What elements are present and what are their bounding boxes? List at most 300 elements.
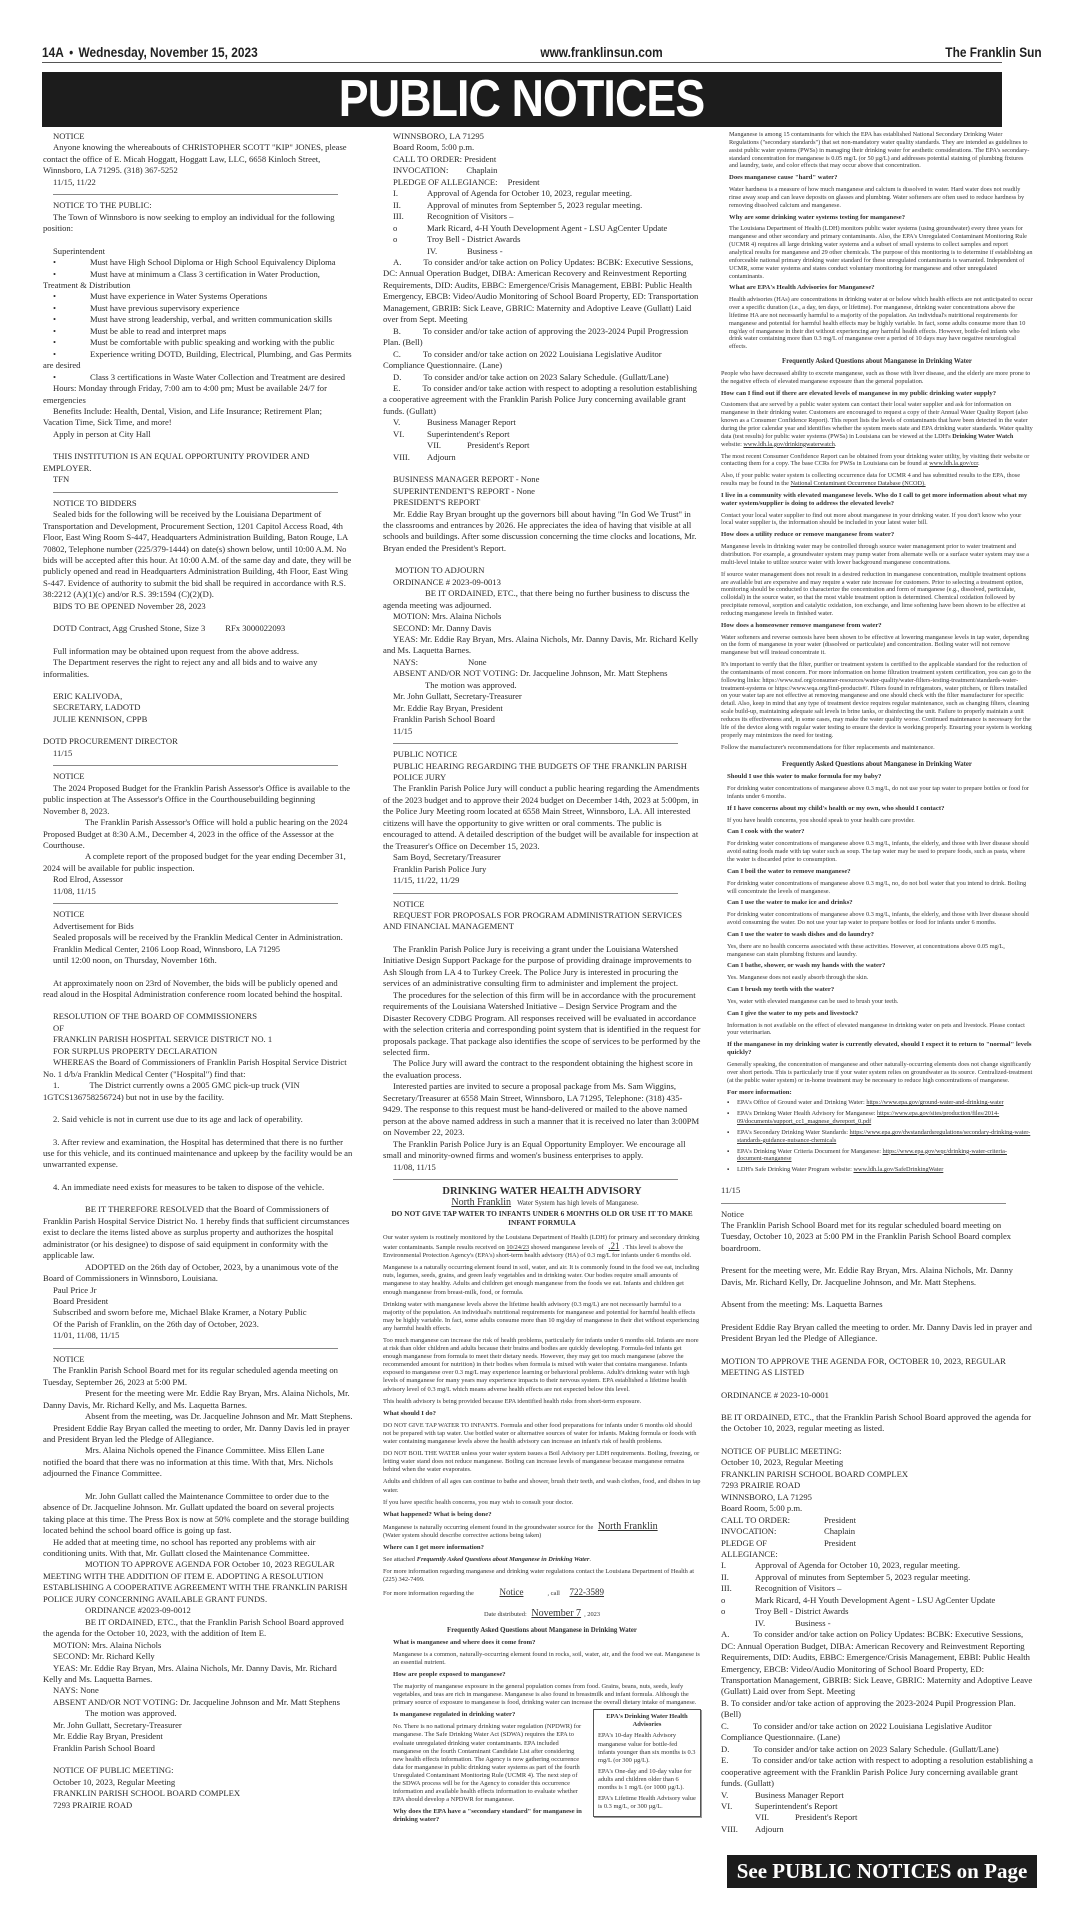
page-and-date bbox=[42, 45, 258, 60]
notice-divider bbox=[53, 492, 338, 493]
resource-links bbox=[727, 1099, 1033, 1174]
resource-link-item: ▪ EPA's Secondary Drinking Water Standards: https://www.epa.gov/dwstandardsregulations/secondary-drinking-water-standards-guidance-nuisance-chemicals bbox=[727, 1129, 1033, 1145]
signature-line: Paul Price Jr bbox=[53, 1284, 97, 1295]
agenda-item: V. Business Manager Report bbox=[393, 417, 516, 428]
seconded-by: SECOND: Mr. Richard Kelly bbox=[53, 1651, 155, 1662]
meeting-location: FRANKLIN PARISH SCHOOL BOARD COMPLEX bbox=[721, 1468, 909, 1479]
vote-nays: NAYS: None bbox=[393, 656, 487, 667]
newspaper-name: The Franklin Sun bbox=[945, 44, 1042, 60]
faq-answer: No. There is no national primary drinking water regulation (NPDWR) for manganese. The Safe Drinking Water Act (SDWA) requires the EPA to evaluate unregulated drinking water contaminants. EPA included manganese on the fourth Contaminant Candidate List after considering new health effects information. The Agency is now gathering occurrence data for manganese in public drinking water systems as part of the fourth Unregulated Contaminant Monitoring Rule (UCMR 4). The next step of the SDWA process will be for the Agency to consider this occurrence information and available health effects information to evaluate whether EPA should develop a NPDWR for manganese. bbox=[393, 1723, 582, 1804]
notice-body: Mr. John Gullatt called the Maintenance Committee to order due to the absence of Dr. Jacqueline Johnson. Mr. Gullatt updated the board on several projects taking place at this time. The Press Box is now at 50% complete and the storage building located behind the school board office is going up fast. bbox=[43, 1490, 350, 1536]
requirement-item: • Must have strong leadership, verbal, and written communication skills bbox=[53, 314, 333, 325]
motion-heading: MOTION TO APPROVE AGENDA FOR October 10, 2023 REGULAR MEETING WITH THE ADDITION OF ITEM E. ADOPTING A RESOLUTION ESTABLISHING A COOPERATIVE AGREEMENT WITH THE FRANKLIN PARISH POLICE JURY CONCERNING AVAILABLE GRANT FUNDS. bbox=[43, 1559, 348, 1604]
seconded-by: SECOND: Mr. Danny Davis bbox=[393, 622, 492, 633]
agenda-business-item: D. To consider and/or take action on 2023 Salary Schedule. (Gullatt/Lane) bbox=[393, 371, 669, 382]
agenda-item: III. Recognition of Visitors – bbox=[393, 211, 514, 222]
faq-question: What are EPA's Health Advisories for Manganese? bbox=[729, 284, 875, 292]
agenda-item: VIII. Adjourn bbox=[393, 451, 456, 462]
faq-answer: For drinking water concentrations of manganese above 0.3 mg/L, infants, the elderly, and those with liver disease should avoid consuming the water. Do not use your tap water to prepare bottles or food for infants under 6 months. bbox=[727, 911, 1029, 927]
agenda-item: I. Approval of Agenda for October 10, 2023, regular meeting. bbox=[721, 1560, 960, 1571]
agenda-invocation: INVOCATION: Chaplain bbox=[721, 1526, 856, 1537]
advisory-answer: Adults and children of all ages can continue to bathe and shower, brush their teeth, and wash clothes, food, and dishes in tap water. bbox=[383, 1478, 701, 1494]
signature-line: Franklin Parish Police Jury bbox=[393, 863, 487, 874]
faq-question: How does a utility reduce or remove manganese from water? bbox=[721, 531, 895, 539]
website-url[interactable]: www.franklinsun.com bbox=[540, 44, 663, 60]
faq-answer: Follow the manufacturer's recommendations for filter replacements and maintenance. bbox=[721, 743, 935, 751]
faq-question: Can I bathe, shower, or wash my hands with the water? bbox=[727, 962, 886, 970]
notice-body: Interested parties are invited to secure a proposal package from Ms. Sam Wiggins, Secretary/Treasurer at 6558 Main Street, Winnsboro, LA 71295, Telephone: (318) 435-9429. The response to this request must be hand-delivered or mailed to the above named person at the above named address in such a manner that it is received no later than 3:00PM on November 22, 2023. bbox=[383, 1081, 700, 1138]
advisory-answer: For more information regarding manganese and drinking water regulations contact the Louisiana Department of Health at (225) 342-7499. bbox=[383, 1568, 695, 1584]
notice-to-bidders bbox=[43, 498, 353, 760]
vote-yeas: YEAS: Mr. Eddie Ray Bryan, Mrs. Alaina Nichols, Mr. Danny Davis, Mr. Richard Kelly and Ms. Laquetta Barnes. bbox=[383, 634, 699, 656]
meeting-location: FRANKLIN PARISH SCHOOL BOARD COMPLEX bbox=[53, 1788, 241, 1799]
faq-question: What is manganese and where does it come from? bbox=[393, 1638, 536, 1646]
agenda-item: VI. Superintendent's Report bbox=[721, 1800, 838, 1811]
notice-body: President Eddie Ray Bryan called the meeting to order. Mr. Danny Davis led in prayer and President Bryan led the Pledge of Allegiance. bbox=[721, 1321, 1032, 1344]
ordained-clause: BE IT ORDAINED, ETC., that the Franklin Parish School Board approved the agenda for the October 10, 2023, with the addition of Item E. bbox=[43, 1616, 344, 1639]
notice-body: The Franklin Parish Police Jury will conduct a public hearing regarding the Amendments of the 2023 budget and to approve their 2024 budget on December 14th, 2023 at 5:00pm, in the Police Jury Meeting room located at 6558 Main Street, Winnsboro, LA. All interested citizens will have the opportunity to give written or oral comments. The public is encouraged to attend. A detailed description of the budget will be available for inspection at the Treasurer's Office on December 15, 2023. bbox=[383, 783, 700, 851]
notice-body: President Eddie Ray Bryan called the meeting to order, Mr. Danny Davis led in prayer and President Bryan led the Pledge of Allegiance. bbox=[43, 1422, 350, 1444]
faq-answer: The Louisiana Department of Health (LDH) monitors public water systems (using groundwater) every three years for manganese and other secondary and primary contaminants. Also, the EPA's Unregulated Contaminant Monitoring Rule (UCMR 4) requires all large drinking water systems and a subset of small systems to collect samples and report analytical results for manganese and 29 other chemicals. The purpose of this monitoring is to determine if establishing an enforceable national primary drinking water standard for these unregulated contaminants is warranted. Independent of UCMR, some water systems and states conduct voluntary monitoring for manganese and other unregulated contaminants. bbox=[729, 225, 1033, 280]
notice-police-jury-budget bbox=[383, 749, 701, 886]
advisory-question: What should I do? bbox=[383, 1409, 436, 1417]
faq-answer: For drinking water concentrations of manganese above 0.3 mg/L, do not use your tap water to prepare bottles or food for infants under 6 months. bbox=[727, 785, 1029, 800]
faq-answer: People who have decreased ability to excrete manganese, such as those with liver disease, and the elderly are more prone to the negative effects of elevated manganese exposure than the general population. bbox=[721, 369, 1031, 385]
bullet-icon: • bbox=[53, 268, 57, 279]
requirement-item: • Must have High School Diploma or High School Equivalency Diploma bbox=[53, 257, 336, 268]
water-system-name: North Franklin bbox=[597, 1520, 658, 1532]
column-2 bbox=[383, 131, 701, 1825]
notice-body: Anyone knowing the whereabouts of CHRISTOPHER SCOTT "KIP" JONES, please contact the office of E. Micah Hoggatt, Hoggatt Law, LLC, 6658 Kinloch Street, Winnsboro, LA 71295. (318) 367-5252 bbox=[43, 142, 347, 176]
meeting-notice-heading: NOTICE OF PUBLIC MEETING: bbox=[53, 1765, 174, 1776]
vote-yeas: YEAS: Mr. Eddie Ray Bryan, Mrs. Alaina Nichols, Mr. Danny Davis, Mr. Richard Kelly and Ms. Laquetta Barnes. bbox=[43, 1662, 337, 1685]
resource-url[interactable]: https://www.epa.gov/ground-water-and-drinking-water bbox=[866, 1099, 1004, 1107]
position-title: Superintendent bbox=[53, 245, 106, 256]
agenda-business-item: D. To consider and/or take action on 2023 Salary Schedule. (Gullatt/Lane) bbox=[721, 1743, 999, 1754]
resolution-heading: FOR SURPLUS PROPERTY DECLARATION bbox=[53, 1045, 218, 1056]
notary-line: Of the Parish of Franklin, on the 26th day of October, 2023. bbox=[53, 1318, 259, 1329]
notice-body: The Franklin Parish Assessor's Office will hold a public hearing on the 2024 Proposed Budget at 8:30 A.M., December 4, 2023 in the office of the Assessor at the Courthouse. bbox=[43, 817, 348, 851]
agenda-item: I. Approval of Agenda for October 10, 2023, regular meeting. bbox=[393, 188, 632, 199]
faq-question: Can I use the water to make ice and drinks? bbox=[727, 899, 853, 907]
notice-title: PUBLIC NOTICE bbox=[393, 749, 458, 760]
bullet-icon: • bbox=[53, 291, 57, 302]
report-line: SUPERINTENDENT'S REPORT - None bbox=[393, 485, 535, 496]
notice-body: The procedures for the selection of this firm will be in accordance with the procurement requirements of the Louisiana Watershed Initiative – Design Service Program and the Disaster Recovery CDBG Program. All responses received will be evaluated in accordance with the selection criteria and corresponding point system that is identified in the request for proposals package. That package also identifies the scope of services to be performed by the selected firm. bbox=[383, 989, 701, 1057]
resource-url[interactable]: https://www.epa.gov/sites/production/files/2014-09/documents/support_cc1_magnese_dwreport_0.pdf bbox=[737, 1110, 1000, 1126]
faq-answer: Health advisories (HAs) are concentrations in drinking water at or below which health effects are not anticipated to occur over a specific duration (i.e., a day, ten days, or lifetime). For manganese, drinking water concentrations above the lifetime HA are not necessarily harmful to a majority of the population. An individual's nutritional requirements for manganese and potential for harmful health effects may be highly variable. In fact, some adults consume more than 10 mg/day of manganese in their diet without experiencing any harmful health effects. However, bottle-fed infants who drink water containing more than 0.3 mg/L of manganese over a period of 10 days may have negative neurological effects. bbox=[729, 296, 1033, 351]
whereas-clause: WHEREAS the Board of Commissioners of Franklin Parish Hospital Service District No. 1 d/b/a Franklin Medical Center ("Hospital") find that: bbox=[43, 1057, 347, 1079]
resolution-heading: FRANKLIN PARISH HOSPITAL SERVICE DISTRICT NO. 1 bbox=[53, 1034, 273, 1045]
advisory-contact: For more information regarding the Notice , call 722-3589 bbox=[383, 1588, 701, 1598]
advisory-paragraph: This health advisory is being provided because EPA identified health risks from short-term exposure. bbox=[383, 1397, 642, 1405]
faq-answer: Customers that are served by a public water system can contact their local water supplier and ask for information on manganese in their drinking water. Customers are encouraged to request a copy of their Annual Water Quality Report (also known as a Consumer Confidence Report). This report lists the levels of contaminants that have been detected in the water during the prior calendar year and identifies whether the system meets state and EPA drinking water standards. Water quality data (test results) for public water systems (PWSs) in Louisiana can be viewed at the LDH's Drinking Water Watch website: www.ldh.la.gov/drinkingwaterwatch. bbox=[721, 401, 1033, 448]
requirement-item: • Experience writing DOTD, Building, Electrical, Plumbing, and Gas Permits are desired bbox=[43, 348, 352, 371]
requirement-item: • Class 3 certifications in Waste Water Collection and Treatment are desired bbox=[53, 371, 346, 382]
agenda-business-item: E. To consider and/or take action with respect to adopting a resolution establishing a cooperative agreement with the Franklin Parish Police Jury concerning available grant funds. (Gullatt) bbox=[721, 1755, 1033, 1789]
notice-hospital-bids bbox=[43, 909, 353, 1342]
work-hours: Hours: Monday through Friday, 7:00 am to 4:00 pm; Must be available 24/7 for emergencies bbox=[43, 383, 327, 405]
faq-question: Why are some drinking water systems testing for manganese? bbox=[729, 213, 906, 221]
notice-divider bbox=[393, 1179, 678, 1180]
agenda-item: IV. Business - bbox=[427, 245, 503, 256]
signature-line: Franklin Parish School Board bbox=[393, 714, 495, 725]
page-number: 14A bbox=[42, 44, 64, 60]
agenda-item: VII. President's Report bbox=[755, 1812, 858, 1823]
notice-subtitle: Advertisement for Bids bbox=[53, 920, 134, 931]
faq-answer: Yes. Manganese does not easily absorb through the skin. bbox=[727, 974, 869, 982]
notice-school-board-sept bbox=[43, 1354, 353, 1811]
faq-answer: If you have health concerns, you should speak to your health care provider. bbox=[727, 816, 915, 824]
motion-by: MOTION: Mrs. Alaina Nichols bbox=[393, 611, 502, 622]
requirement-item: • Must have at minimum a Class 3 certification in Water Production, Treatment & Distribution bbox=[43, 268, 320, 290]
advisory-paragraph: Manganese is a naturally occurring element found in soil, water, and air. It is commonly found in the food we eat, including nuts, legumes, seeds, grains, and green leafy vegetables and in drinking water. Our bodies require small amounts of manganese to stay healthy. Adults and children get enough manganese from the foods we eat. Infants and children get enough manganese from breast-milk, food, or formula. bbox=[383, 1264, 700, 1296]
advisory-paragraph: Our water system is routinely monitored by the Louisiana Department of Health (LDH) for primary and secondary drinking water contaminants. Sample results received on 10/24/23 showed manganese levels of .21 . This level is above the Environmental Protection Agency's (EPA's) short-term health advisory (HA) of 0.3 mg/L for infants under 6 months old. bbox=[383, 1233, 700, 1260]
notice-body: The 2024 Proposed Budget for the Franklin Parish Assessor's Office is available to the public inspection at The Assessor's Office in the Courthousebuilding beginning November 8, 2023. bbox=[43, 782, 351, 816]
publication-dates: 11/01, 11/08, 11/15 bbox=[53, 1330, 120, 1341]
advisory-answer: See attached Frequently Asked Questions about Manganese in Drinking Water. bbox=[383, 1556, 591, 1564]
advisory-paragraph: Too much manganese can increase the risk of health problems, particularly for infants under 6 months old. Infants are more at risk than older children and adults because their brains and bodies are quickly developing. Formula-fed infants get enough manganese from formula to meet their dietary needs. However, they may get too much manganese (above the recommended amount for nutrition) in their bodies when formula is mixed with water that contains manganese. Infants exposed to manganese over 0.3 mg/L may experience learning or behavioral problems. Adult's drinking water with high levels of manganese for many years may experience impacts to their nervous system. EPA established a lifetime health advisory level of 0.3 mg/L which means adverse health effects are not expected below this level. bbox=[383, 1337, 699, 1393]
faq-question: Can I brush my teeth with the water? bbox=[727, 986, 835, 994]
agenda-item: II. Approval of minutes from September 5, 2023 regular meeting. bbox=[393, 199, 643, 210]
benefits: Benefits Include: Health, Dental, Vision, and Life Insurance; Retirement Plan; Vacation Time, Sick Time, and more! bbox=[43, 405, 322, 428]
agenda-item: VI. Superintendent's Report bbox=[393, 428, 510, 439]
resolution-item: 2. Said vehicle is not in current use due to its age and lack of operability. bbox=[53, 1114, 303, 1125]
reserve-rights: The Department reserves the right to reject any and all bids and to waive any informalities. bbox=[43, 657, 318, 679]
faq-question: Why does the EPA have a "secondary standard" for manganese in drinking water? bbox=[393, 1808, 582, 1824]
notice-title: NOTICE bbox=[53, 771, 85, 782]
meeting-room: Board Room, 5:00 p.m. bbox=[393, 142, 475, 153]
manganese-faq-continued bbox=[721, 131, 1033, 1174]
agenda-pledge: PLEDGE OF ALLEGIANCE: President bbox=[393, 176, 540, 187]
signature-line: Mr. John Gullatt, Secretary-Treasurer bbox=[53, 1719, 182, 1730]
signature-line: Sam Boyd, Secretary/Treasurer bbox=[393, 852, 501, 863]
meeting-address: 7293 PRAIRIE ROAD bbox=[721, 1480, 801, 1491]
notice-subtitle: REQUEST FOR PROPOSALS FOR PROGRAM ADMINISTRATION SERVICES AND FINANCIAL MANAGEMENT bbox=[383, 910, 683, 932]
faq-question: How are people exposed to manganese? bbox=[393, 1670, 506, 1678]
notice-intro: The Town of Winnsboro is now seeking to employ an individual for the following position: bbox=[43, 211, 335, 234]
report-line: PRESIDENT'S REPORT bbox=[393, 497, 481, 508]
signature-line: Board President bbox=[53, 1295, 109, 1306]
signature-title: DOTD PROCUREMENT DIRECTOR bbox=[43, 736, 178, 747]
masthead bbox=[42, 40, 1042, 64]
advisory-answer: DO NOT BOIL THE WATER unless your water system issues a Boil Advisory per LDH requirements. Boiling, freezing, or letting water stand does not reduce manganese. Boiling can increase levels of manganese because manganese remains behind when the water evaporates. bbox=[383, 1450, 700, 1474]
notice-divider bbox=[721, 1203, 1006, 1204]
issue-date: Wednesday, November 15, 2023 bbox=[78, 44, 258, 60]
faq-question: Should I use this water to make formula for my baby? bbox=[727, 773, 882, 781]
faq-with-sidebox bbox=[393, 1707, 701, 1824]
faq-question: Can I cook with the water? bbox=[727, 828, 805, 836]
motion-by: MOTION: Mrs. Alaina Nichols bbox=[53, 1639, 162, 1650]
address: Franklin Medical Center, 2106 Loop Road, Winnsboro, LA 71295 bbox=[53, 943, 281, 954]
continued-on-page-button[interactable]: See PUBLIC NOTICES on Page 15A bbox=[727, 1855, 1037, 1888]
signature-line: Mr. Eddie Ray Bryan, President bbox=[53, 1731, 163, 1742]
notice-title: NOTICE bbox=[393, 898, 425, 909]
notice-assessor-budget bbox=[43, 771, 353, 897]
faq-title: Frequently Asked Questions about Manganese in Drinking Water bbox=[782, 358, 972, 366]
advisory-question: Where can I get more information? bbox=[383, 1543, 484, 1551]
faq-answer: Generally speaking, the concentration of manganese and other naturally-occurring elements does not change significantly over short periods. This is particularly true if your water system relies on groundwater as its source. Centralized-treatment (at the public water system) or in-home treatment may be necessary to reduce high concentrations of manganese. bbox=[727, 1061, 1033, 1084]
faq-question: Can I use the water to wash dishes and do laundry? bbox=[727, 930, 875, 938]
notice-body: At approximately noon on 23rd of November, the bids will be publicly opened and read aloud in the Hospital Administration conference room located behind the hospital. bbox=[43, 977, 343, 999]
masthead-divider bbox=[42, 62, 1002, 63]
faq-answer: If source water management does not result in a desired reduction in manganese concentration, multiple treatment options are available but are expensive and may require a water rate increase for customers. Prior to selecting a treatment option, monitoring should be conducted to characterize the concentration and form of manganese (e.g., dissolved, particulate, colloidal) in the source water, so that the most viable treatment option is determined. Chemical oxidation followed by precipitate removal, sorption and catalytic oxidation, ion exchange, and lime softening have been shown to be effective at reducing manganese levels in finished water. bbox=[721, 570, 1026, 617]
faq-answer: For drinking water concentrations of manganese above 0.3 mg/L, no, do not boil water that you intend to drink. Boiling will concentrate the levels of manganese. bbox=[727, 879, 1027, 895]
agenda-call: CALL TO ORDER: President bbox=[721, 1514, 856, 1525]
notice-subtitle: PUBLIC HEARING REGARDING THE BUDGETS OF THE FRANKLIN PARISH POLICE JURY bbox=[393, 760, 687, 783]
notice-body: The Police Jury will award the contract to the respondent obtaining the highest score in the evaluation process. bbox=[383, 1058, 693, 1080]
notice-missing-person bbox=[43, 131, 353, 188]
resolution-item: 4. An immediate need exists for measures to be taken to dispose of the vehicle. bbox=[53, 1181, 325, 1192]
more-info-heading: For more information: bbox=[727, 1088, 792, 1096]
agenda-item: III. Recognition of Visitors – bbox=[721, 1583, 842, 1594]
ordinance-number: ORDINANCE #2023-09-0012 bbox=[85, 1605, 191, 1616]
motion-result: The motion was approved. bbox=[85, 1708, 177, 1719]
faq-answer: Manganese is a common, naturally-occurring element found in rocks, soil, water, air, and the food we eat. Manganese is an essential nutrient. bbox=[393, 1650, 700, 1666]
notice-body: Sealed bids for the following will be received by the Louisiana Department of Transportation and Development, Procurement Section, 1201 Capitol Access Road, 4th Floor, East Wing Room S-447, Headquarters Administration Building, Baton Rouge, LA 70802, Telephone number (225/379-1444) on date(s) shown below, until 10:00 A.M. No bids will be accepted after this hour. At 10:00 A.M. of the same day and date, they will be publicly opened and read in Headquarters Administration Building, 4th Floor, East Wing S-447. Evidence of authority to submit the bid shall be required in accordance with R.S. 38:2212 (A)(1)(c) and/or R.S. 39:1594 (C)(2)(D). bbox=[43, 509, 352, 600]
requirements-list bbox=[43, 257, 353, 383]
resource-link-item: ▪ EPA's Drinking Water Health Advisory for Manganese: https://www.epa.gov/sites/production/files/2014-09/documents/support_cc1_magnese_dwreport_0.pdf bbox=[727, 1110, 1033, 1126]
motion-heading: MOTION TO APPROVE THE AGENDA FOR, OCTOBER 10, 2023, REGULAR MEETING AS LISTED bbox=[721, 1355, 1006, 1378]
vote-absent: ABSENT AND/OR NOT VOTING: Dr. Jacqueline Johnson and Mr. Matt Stephens bbox=[53, 1696, 340, 1707]
notice-job-posting bbox=[43, 200, 353, 485]
resource-link-item: ▪ EPA's Office of Ground water and Drinking Water: https://www.epa.gov/ground-water-and-drinking-water bbox=[727, 1099, 1033, 1107]
faq-answer: The most recent Consumer Confidence Report can be obtained from your drinking water utility, by visiting their website or contacting them for a copy. The base CCRs for PWSs in Louisiana can be found at www.ldh.la.gov/ccr. bbox=[721, 452, 1030, 468]
attendance-absent: Absent from the meeting, was Dr. Jacqueline Johnson and Mr. Matt Stephens. bbox=[85, 1411, 353, 1422]
signature-line: Mr. John Gullatt, Secretary-Treasurer bbox=[393, 691, 522, 702]
contract-name: DOTD Contract, Agg Crushed Stone, Size 3 bbox=[53, 623, 206, 634]
signature-line: JULIE KENNISON, CPPB bbox=[53, 713, 148, 724]
resolved-clause: BE IT THEREFORE RESOLVED that the Board of Commissioners of Franklin Parish Hospital Service District No. 1 hereby finds that sufficient circumstances exist to declare the items listed above as surplus property and authorizes the hospital administrator (or his designee) to dispose of said equipment in conformity with the applicable law. bbox=[43, 1204, 350, 1261]
agenda-item: o Mark Ricard, 4-H Youth Development Agent - LSU AgCenter Update bbox=[393, 222, 668, 233]
requirement-item: • Must be able to read and interpret maps bbox=[53, 325, 227, 336]
agenda-item: II. Approval of minutes from September 5, 2023 regular meeting. bbox=[721, 1571, 971, 1582]
separator-dot: • bbox=[69, 44, 74, 60]
ncod-link[interactable]: National Contaminant Occurrence Database (NCOD). bbox=[790, 480, 926, 488]
notice-body: Mrs. Alaina Nichols opened the Finance Committee. Miss Ellen Lane notified the board that there was no information at this time. With that, Mrs. Nichols adjourned the Finance Committee. bbox=[43, 1445, 333, 1479]
vote-absent: ABSENT AND/OR NOT VOTING: Dr. Jacqueline Johnson, Mr. Matt Stephens bbox=[393, 668, 668, 679]
agenda-business-item: E. To consider and/or take action with respect to adopting a resolution establishing a cooperative agreement with the Franklin Parish Police Jury concerning available grant funds. (Gullatt) bbox=[383, 382, 697, 416]
meeting-address: WINNSBORO, LA 71295 bbox=[721, 1491, 812, 1502]
signature-line: ERIC KALIVODA, bbox=[53, 691, 123, 702]
meeting-room: Board Room, 5:00 p.m. bbox=[721, 1503, 803, 1514]
agenda-item: VII. President's Report bbox=[427, 440, 530, 451]
meeting-notice-heading: NOTICE OF PUBLIC MEETING: bbox=[721, 1445, 842, 1456]
faq-question: How can I find out if there are elevated levels of manganese in my public drinking water supply? bbox=[721, 389, 997, 397]
faq-answer: Contact your local water supplier to find out more about manganese in your drinking water. If you don't know who your local water supplier is, the information should be included in your latest water bill. bbox=[721, 511, 1022, 527]
resolution-heading: RESOLUTION OF THE BOARD OF COMMISSIONERS bbox=[53, 1011, 257, 1022]
column-3 bbox=[721, 131, 1033, 1835]
resource-url[interactable]: www.ldh.la.gov/SafeDrinkingWater bbox=[853, 1166, 944, 1174]
faq-answer: Yes, water with elevated manganese can be used to brush your teeth. bbox=[727, 997, 899, 1005]
notice-body: He added that at meeting time, no school has reported any problems with air conditioning units. With that, Mr. Gullatt closed the Maintenance Committee. bbox=[43, 1536, 316, 1559]
adopted-clause: ADOPTED on the 26th day of October, 2023, by a unanimous vote of the Board of Commissioners in Winnsboro, Louisiana. bbox=[43, 1261, 339, 1284]
faq-answer: Information is not available on the effect of elevated manganese in drinking water on pets and livestock. Please contact your veterinarian. bbox=[727, 1021, 1025, 1037]
bullet-icon: • bbox=[53, 348, 57, 359]
contract-line bbox=[43, 623, 353, 634]
ordinance-number: ORDINANCE # 2023-09-0013 bbox=[393, 576, 501, 587]
agenda-item: IV. Business - bbox=[755, 1617, 831, 1628]
notice-title: Notice bbox=[721, 1208, 744, 1219]
advisory-system-line: North Franklin Water System has high levels of Manganese. bbox=[383, 1198, 701, 1209]
faq-answer: Water softeners and reverse osmosis have been shown to be effective at lowering manganese levels in tap water, depending on the form of manganese in your water (dissolved or particulate) and concentration. Boiling water will not remove manganese but will instead concentrate it. bbox=[721, 633, 1029, 657]
faq-question: Can I boil the water to remove manganese? bbox=[727, 867, 851, 875]
notice-title: NOTICE bbox=[53, 131, 85, 141]
notice-divider bbox=[53, 1348, 338, 1349]
box-item: EPA's One-day and 10-day value for adults and children older than 6 months is 1 mg/L (or 1000 µg/L). bbox=[598, 1767, 692, 1792]
faq-title: Frequently Asked Questions about Manganese in Drinking Water bbox=[447, 1626, 637, 1634]
contact-subject: Notice bbox=[499, 1587, 524, 1598]
faq-list bbox=[721, 773, 1033, 1174]
resource-link-item: ▪ EPA's Drinking Water Criteria Document for Manganese: https://www.epa.gov/wqc/drinking-water-criteria-document-manganese bbox=[727, 1148, 1033, 1164]
agenda-business-item: A. To consider and/or take action on Policy Updates: BCBK: Executive Sessions, DC: Annual Operation Budget, DIBA: American Recovery and Reinvestment Reporting Requirements, DID: Audits, EBBC: Emergence/Crisis Management, EBBI: Public Health Emergency, EBCB: Video/Audio Monitoring of School Board Property, ED: Transportation Management, GBRIB: Sick Leave, GBRIC: Maternity and Adoptive Leave (Gullatt) Laid over from Sept. Meeting bbox=[383, 256, 699, 325]
bullet-icon: • bbox=[53, 371, 57, 382]
signature-line: Rod Elrod, Assessor bbox=[53, 874, 123, 885]
bullet-icon: • bbox=[53, 325, 57, 336]
section-title: PUBLIC NOTICES bbox=[339, 70, 705, 128]
motion-result: The motion was approved. bbox=[425, 679, 517, 690]
notice-divider bbox=[53, 194, 338, 195]
notice-divider bbox=[393, 743, 678, 744]
faq-question: Can I give the water to my pets and livestock? bbox=[727, 1009, 859, 1017]
agenda-item: V. Business Manager Report bbox=[721, 1789, 844, 1800]
faq-answer: It's important to verify that the filter, purifier or treatment system is certified to the applicable standard for the reduction of the contaminants of most concern. For more information on home filtration treatment system certification, you can go to the following links: https://www.nsf.org/consumer-resources/water-quality/water-filters-testing-treatment/standards-water-treatment-systems or https://www.wqa.org/find-products#/. Filters found in refrigerators, water pitchers, or filters installed on your water tap are not effective at removing manganese and one should check with the filter manufacturer for specific detail. Also, keep in mind that any type of treatment device requires regular maintenance, such as changing filters, cleaning scale build-up, maintaining adequate salt levels in brine tanks, or disinfecting the unit. Failure to properly maintain a unit reduces its effectiveness and, in some cases, may make the water quality worse. Continued maintenance is necessary for the life of the device along with regular water testing to ensure the device is working properly. Ensuring your system is working properly may minimizes the need for testing. bbox=[721, 661, 1032, 739]
ordained-clause: BE IT ORDAINED, ETC., that the Franklin Parish School Board approved the agenda for the October 10, 2023, regular meeting as listed. bbox=[721, 1412, 1032, 1434]
report-body: Mr. Eddie Ray Bryan brought up the governors bill about having "In God We Trust" in the classrooms and entrances by 2026. He appreciates the idea of having that visible at all schools and buildings. After some discussion concerning the time clocks and locations, Mr. Bryan ended the President's Report. bbox=[383, 508, 697, 553]
resolution-item: 1. The District currently owns a 2005 GMC pick-up truck (VIN 1GTCS136758256724) but not in use by the facility. bbox=[43, 1080, 300, 1102]
advisory-title: DRINKING WATER HEALTH ADVISORY bbox=[442, 1185, 642, 1197]
publication-dates: 11/15 bbox=[721, 1185, 741, 1196]
meeting-address: 7293 PRAIRIE ROAD bbox=[53, 1799, 133, 1810]
notice-title: NOTICE TO THE PUBLIC: bbox=[53, 200, 152, 211]
agenda-business-item: B. To consider and/or take action of approving the 2023-2024 Pupil Progression Plan. (Bell) bbox=[721, 1697, 1016, 1720]
agenda-item: o Troy Bell - District Awards bbox=[393, 234, 521, 245]
notice-body: The Franklin Parish Police Jury is an Equal Opportunity Employer. We encourage all small and minority-owned firms and women's business enterprises to apply. bbox=[383, 1138, 686, 1161]
agenda-invocation: INVOCATION: Chaplain bbox=[393, 165, 498, 176]
notice-divider bbox=[393, 893, 678, 894]
notice-title: NOTICE bbox=[53, 909, 85, 920]
drinking-water-watch-link[interactable]: www.ldh.la.gov/drinkingwaterwatch bbox=[743, 440, 835, 448]
faq-answer: Water hardness is a measure of how much manganese and calcium is dissolved in water. Hard water does not readily rinse away soap and can leave deposits on glasses and plumbing. Water softeners are often used to reduce hardness by removing dissolved calcium and manganese. bbox=[729, 186, 1025, 209]
attendance-present: Present for the meeting were, Mr. Eddie Ray Bryan, Mrs. Alaina Nichols, Mr. Danny Davis, Mr. Richard Kelly, Dr. Jacqueline Johnson, and Mr. Matt Stephens. bbox=[721, 1265, 1013, 1287]
notary-line: Subscribed and sworn before me, Michael Blake Kramer, a Notary Public bbox=[53, 1307, 307, 1318]
rfx-number: RFx 3000022093 bbox=[225, 623, 286, 634]
faq-title: Frequently Asked Questions about Manganese in Drinking Water bbox=[782, 761, 972, 769]
resource-url[interactable]: https://www.epa.gov/wqc/drinking-water-criteria-document-manganese bbox=[737, 1147, 1007, 1163]
publication-dates: TFN bbox=[53, 474, 70, 485]
ordained-clause: BE IT ORDAINED, ETC., that there being no further business to discuss the agenda meeting was adjourned. bbox=[383, 588, 690, 610]
notice-body: A complete report of the proposed budget for the year ending December 31, 2024 will be available for public inspection. bbox=[43, 851, 346, 873]
agenda-business-item: B. To consider and/or take action of approving the 2023-2024 Pupil Progression Plan. (Bell) bbox=[383, 325, 689, 348]
advisory-answer: Manganese is naturally occurring element found in the groundwater source for the North Franklin (Water system should describe corrective actions being taken) bbox=[383, 1523, 701, 1540]
notice-body: The Franklin Parish School Board met for its regular scheduled board meeting on Tuesday, October 10, 2023 at 5:00 PM in the Franklin Parish School Board complex boardroom. bbox=[721, 1220, 1012, 1253]
faq-question: Does manganese cause "hard" water? bbox=[729, 174, 838, 182]
faq-answer: Also, if your public water system is collecting occurrence data for UCMR 4 and has submitted results to the EPA, those results may be found in the National Contaminant Occurrence Database (NCOD). bbox=[721, 472, 1021, 488]
publication-dates: 11/08, 11/15 bbox=[393, 1161, 436, 1172]
deadline: until 12:00 noon, on Thursday, November 16th. bbox=[53, 955, 217, 966]
faq-answer: Manganese levels in drinking water may be controlled through source water management prior to water treatment and distribution. For example, a groundwater system may pump water from alternate wells or a surface water system may use a multi-level intake to utilize source water with lower background manganese concentrations. bbox=[721, 543, 1030, 566]
advisory-answer: If you have specific health concerns, you may wish to consult your doctor. bbox=[383, 1498, 574, 1506]
bid-open-date: BIDS TO BE OPENED November 28, 2023 bbox=[53, 600, 206, 611]
meeting-date: October 10, 2023, Regular Meeting bbox=[721, 1457, 844, 1468]
agenda-item: VIII. Adjourn bbox=[721, 1823, 784, 1834]
contact-phone: 722-3589 bbox=[569, 1587, 605, 1598]
notice-divider bbox=[53, 765, 338, 766]
signature-line: SECRETARY, LADOTD bbox=[53, 702, 141, 713]
advisory-paragraph: Drinking water with manganese levels above the lifetime health advisory (0.3 mg/L) are not necessarily harmful to a majority of the population. An individual's nutritional requirements for manganese and potential for harmful health effects may be highly variable. In fact, some adults consume more than 10 mg/day of manganese in their diet without experiencing any harmful health effects. bbox=[383, 1300, 700, 1332]
agenda-call: CALL TO ORDER: President bbox=[393, 153, 497, 164]
report-line: BUSINESS MANAGER REPORT - None bbox=[393, 474, 540, 485]
notice-title: NOTICE bbox=[53, 1353, 85, 1364]
faq-question: If the manganese in my drinking water is currently elevated, should I expect it to return to "normal" levels quickly? bbox=[727, 1041, 1032, 1057]
notice-body: The Franklin Parish School Board met for its regular scheduled agenda meeting on Tuesday, September 26, 2023 at 5:00 PM. bbox=[43, 1365, 338, 1387]
box-title: EPA's Drinking Water Health Advisories bbox=[606, 1713, 688, 1729]
notice-body: The Franklin Parish Police Jury is receiving a grant under the Louisiana Watershed Initiative Design Support Package for the purpose of providing drainage improvements to Ash Slough from LA 4 to Turkey Creek. The Police Jury is interested in procuring the services of an administrative consulting firm to administer and implement the project. bbox=[383, 943, 692, 989]
agenda-business-item: A. To consider and/or take action on Policy Updates: BCBK: Executive Sessions, DC: Annual Operation Budget, DIBA: American Recovery and Reinvestment Reporting Requirements, DID: Audits, EBBC: Emergence/Crisis Management, EBBI: Public Health Emergency, EBCB: Video/Audio Monitoring of School Board Property, ED: Transportation Management, GBRIB: Sick Leave, GBRIC: Maternity and Adoptive Leave (Gullatt) Laid over from Sept. Meeting bbox=[721, 1629, 1033, 1697]
ccr-link[interactable]: www.ldh.la.gov/ccr bbox=[929, 460, 979, 468]
notice-divider bbox=[53, 903, 338, 904]
bullet-icon: • bbox=[53, 314, 57, 325]
notice-rfp bbox=[383, 899, 701, 1173]
resource-link-item: ▪ LDH's Safe Drinking Water Program website: www.ldh.la.gov/SafeDrinkingWater bbox=[727, 1166, 1033, 1174]
eeo-statement: THIS INSTITUTION IS AN EQUAL OPPORTUNITY PROVIDER AND EMPLOYER. bbox=[43, 451, 310, 473]
water-health-advisory bbox=[383, 1185, 701, 1825]
info-line: Full information may be obtained upon request from the above address. bbox=[53, 645, 300, 656]
bullet-icon: • bbox=[53, 302, 57, 313]
advisory-answer: DO NOT GIVE TAP WATER TO INFANTS. Formula and other food preparations for infants under 6 months old should not be prepared with tap water. Use bottled water or alternative sources of water for infants. Making formula or foods with water containing manganese levels above the health advisory can increase an infant's risk of health problems. bbox=[383, 1421, 697, 1446]
faq-question: I live in a community with elevated manganese levels. Who do I call to get more information about what my water system/supplier is doing to address the elevated levels? bbox=[721, 491, 1028, 507]
distribution-date: Date distributed: November 7 , 2023 bbox=[483, 1608, 601, 1620]
manganese-level: .21 bbox=[608, 1241, 620, 1252]
notice-title: NOTICE TO BIDDERS bbox=[53, 497, 137, 508]
publication-dates: 11/15, 11/22, 11/29 bbox=[393, 875, 460, 886]
bullet-icon: • bbox=[53, 257, 57, 268]
faq-question: Is manganese regulated in drinking water? bbox=[393, 1711, 516, 1719]
faq-answer: For drinking water concentrations of manganese above 0.3 mg/L, infants, the elderly, and those with liver disease should avoid eating foods made with tap water such as soup. The tap water may be used to prepare foods, such as pasta, where the water is discarded prior to consumption. bbox=[727, 840, 1029, 863]
epa-advisories-box bbox=[593, 1709, 701, 1817]
resource-url[interactable]: https://www.epa.gov/dwstandardsregulations/secondary-drinking-water-standards-guidance-nuisance-chemicals bbox=[737, 1128, 1031, 1144]
motion-heading: MOTION TO ADJOURN bbox=[395, 565, 485, 576]
bullet-icon: • bbox=[53, 337, 57, 348]
publication-dates: 11/08, 11/15 bbox=[53, 885, 96, 896]
agenda-item: o Mark Ricard, 4-H Youth Development Agent - LSU AgCenter Update bbox=[721, 1594, 996, 1605]
meeting-date: October 10, 2023, Regular Meeting bbox=[53, 1776, 176, 1787]
faq-answer: The majority of manganese exposure in the general population comes from food. Grains, beans, nuts, seeds, leafy vegetables, and teas are rich in manganese. Manganese is also found in breastmilk and infant formula. Although the primary source of exposure to manganese is food, drinking water can increase the overall dietary intake of manganese. bbox=[393, 1683, 697, 1707]
vote-nays: NAYS: None bbox=[53, 1685, 99, 1696]
signature-line: Franklin Parish School Board bbox=[53, 1742, 155, 1753]
faq-question: How does a homeowner remove manganese from water? bbox=[721, 621, 882, 629]
notice-body: Sealed proposals will be received by the Franklin Medical Center in Administration. bbox=[53, 932, 343, 943]
faq-section bbox=[383, 1639, 701, 1825]
agenda-business-item: C. To consider and/or take action on 2022 Louisiana Legislative Auditor Compliance Questionnaire. (Lane) bbox=[383, 348, 662, 371]
resolution-heading: OF bbox=[53, 1022, 64, 1033]
publication-dates: 11/15 bbox=[393, 725, 413, 736]
requirement-item: • Must have previous supervisory experience bbox=[53, 302, 240, 313]
publication-dates: 11/15, 11/22 bbox=[53, 176, 96, 187]
box-item: EPA's 10-day Health Advisory manganese value for bottle-fed infants younger than six months is 0.3 mg/L (or 300 µg/L). bbox=[598, 1732, 696, 1764]
agenda-pledge: PLEDGE OF ALLEGIANCE: President bbox=[721, 1537, 856, 1559]
meeting-address: WINNSBORO, LA 71295 bbox=[393, 131, 484, 141]
attendance-absent: Absent from the meeting: Ms. Laquetta Barnes bbox=[721, 1299, 883, 1310]
water-system-name: North Franklin bbox=[451, 1196, 512, 1208]
agenda-business-item: C. To consider and/or take action on 2022 Louisiana Legislative Auditor Compliance Questionnaire. (Lane) bbox=[721, 1720, 992, 1743]
requirement-item: • Must have experience in Water Systems Operations bbox=[53, 291, 268, 302]
faq-answer: Manganese is among 15 contaminants for which the EPA has established National Secondary Drinking Water Regulations ("secondary standards") that set non-mandatory water quality standards. They are intended as guidelines to assist public water systems (PWSs) in managing their drinking water for aesthetic considerations. The EPA's secondary-standard concentration for manganese is 0.05 mg/L (or 50 µg/L) and addresses potential staining of plumbing fixtures and laundry, taste, and color effects that may occur above that concentration. bbox=[729, 131, 1030, 170]
faq-answer: Yes, there are no health concerns associated with these activities. However, at concentrations above 0.05 mg/L, manganese can stain plumbing fixtures and laundry. bbox=[727, 942, 1005, 958]
faq-question: If I have concerns about my child's health or my own, who should I contact? bbox=[727, 804, 945, 812]
agenda-item: o Troy Bell - District Awards bbox=[721, 1606, 849, 1617]
publication-dates: 11/15 bbox=[53, 747, 73, 758]
